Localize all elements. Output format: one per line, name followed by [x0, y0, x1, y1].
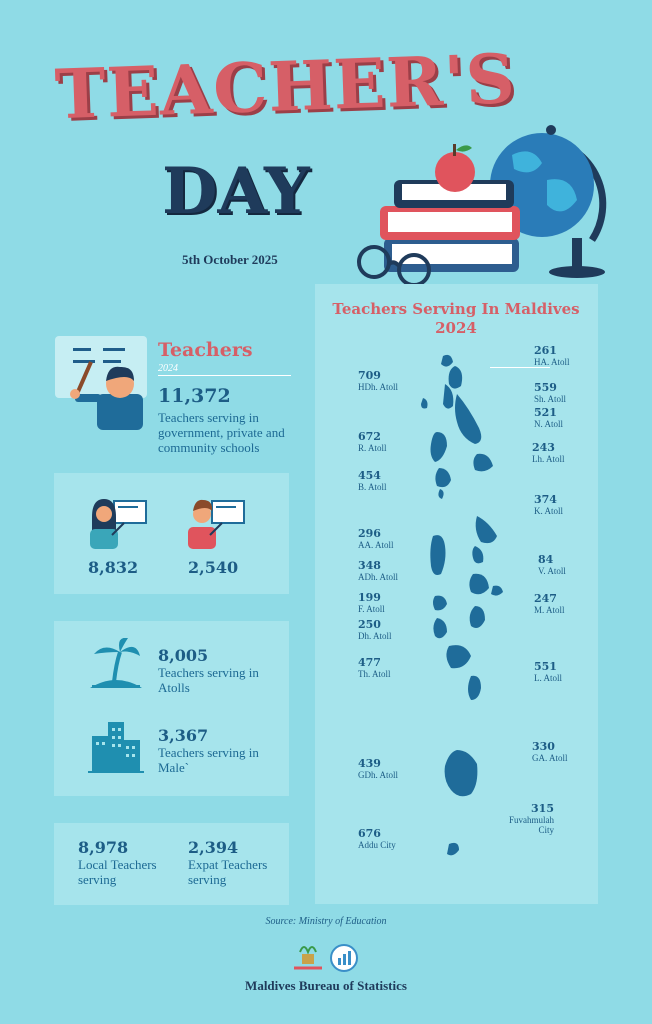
- male-teacher-icon: [186, 497, 248, 551]
- apple-icon: [435, 144, 475, 192]
- atoll-label-n: 521 N. Atoll: [534, 406, 564, 429]
- books-globe-illustration: [352, 120, 612, 290]
- atoll-label-adh: 348 ADh. Atoll: [358, 559, 399, 582]
- teacher-board-icon: [55, 336, 150, 431]
- atoll-label-hdh: 709 HDh. Atoll: [358, 369, 399, 392]
- atoll-label-aa: 296 AA. Atoll: [358, 527, 394, 550]
- event-date: 5th October 2025: [182, 252, 278, 267]
- atoll-label-b: 454 B. Atoll: [358, 469, 387, 492]
- organization-logos: [290, 942, 362, 974]
- map-title: Teachers Serving In Maldives 2024: [332, 300, 580, 337]
- female-teacher-icon: [88, 497, 150, 551]
- emblem-icon: [294, 947, 322, 968]
- atoll-label-th: 477 Th. Atoll: [358, 656, 391, 679]
- local-teachers-count: 8,978: [78, 838, 129, 857]
- atoll-label-m: 247 M. Atoll: [534, 592, 565, 615]
- male-teachers-count: 2,540: [188, 558, 239, 577]
- atoll-label-ha: 261 HA. Atoll: [534, 344, 570, 367]
- teachers-year: 2024: [158, 363, 178, 374]
- expat-teachers-count: 2,394: [188, 838, 239, 857]
- palm-island-icon: [90, 638, 142, 690]
- teachers-heading: Teachers: [158, 339, 253, 361]
- atoll-label-l: 551 L. Atoll: [534, 660, 563, 683]
- teachers-total: 11,372: [158, 385, 231, 407]
- title-line-2: DAY: [162, 154, 310, 229]
- atoll-label-gdh: 439 GDh. Atoll: [358, 757, 399, 780]
- atoll-label-addu: 676 Addu City: [358, 827, 396, 850]
- atoll-label-dh: 250 Dh. Atoll: [358, 618, 392, 641]
- atoll-label-k: 374 K. Atoll: [534, 493, 564, 516]
- teachers-total-desc: Teachers serving in government, private and community schools: [158, 410, 285, 455]
- atolls-teachers-count: 8,005: [158, 646, 209, 665]
- atolls-teachers-desc: Teachers serving in Atolls: [158, 665, 259, 695]
- leader-line: [490, 367, 550, 368]
- heading-divider: [158, 375, 291, 376]
- atoll-label-lh: 243 Lh. Atoll: [532, 441, 565, 464]
- male-city-teachers-count: 3,367: [158, 726, 209, 745]
- source-note: Source: Ministry of Education: [265, 916, 387, 927]
- statistics-bureau-logo-icon: [331, 945, 357, 971]
- atoll-label-sh: 559 Sh. Atoll: [534, 381, 567, 404]
- title-line-1: TEACHER'S: [53, 39, 518, 136]
- atoll-label-v: 84 V. Atoll: [538, 553, 566, 576]
- male-city-teachers-desc: Teachers serving in Male`: [158, 745, 259, 775]
- atoll-label-f: 199 F. Atoll: [358, 591, 385, 614]
- atoll-label-r: 672 R. Atoll: [358, 430, 387, 453]
- atoll-label-fuvahmulah: 315 Fuvahmulah City: [509, 802, 554, 835]
- city-buildings-icon: [88, 718, 144, 774]
- books-icon: [380, 180, 520, 272]
- atoll-label-ga: 330 GA. Atoll: [532, 740, 568, 763]
- organization-name: Maldives Bureau of Statistics: [245, 978, 407, 993]
- expat-teachers-desc: Expat Teachers serving: [188, 857, 268, 887]
- local-teachers-desc: Local Teachers serving: [78, 857, 157, 887]
- female-teachers-count: 8,832: [88, 558, 139, 577]
